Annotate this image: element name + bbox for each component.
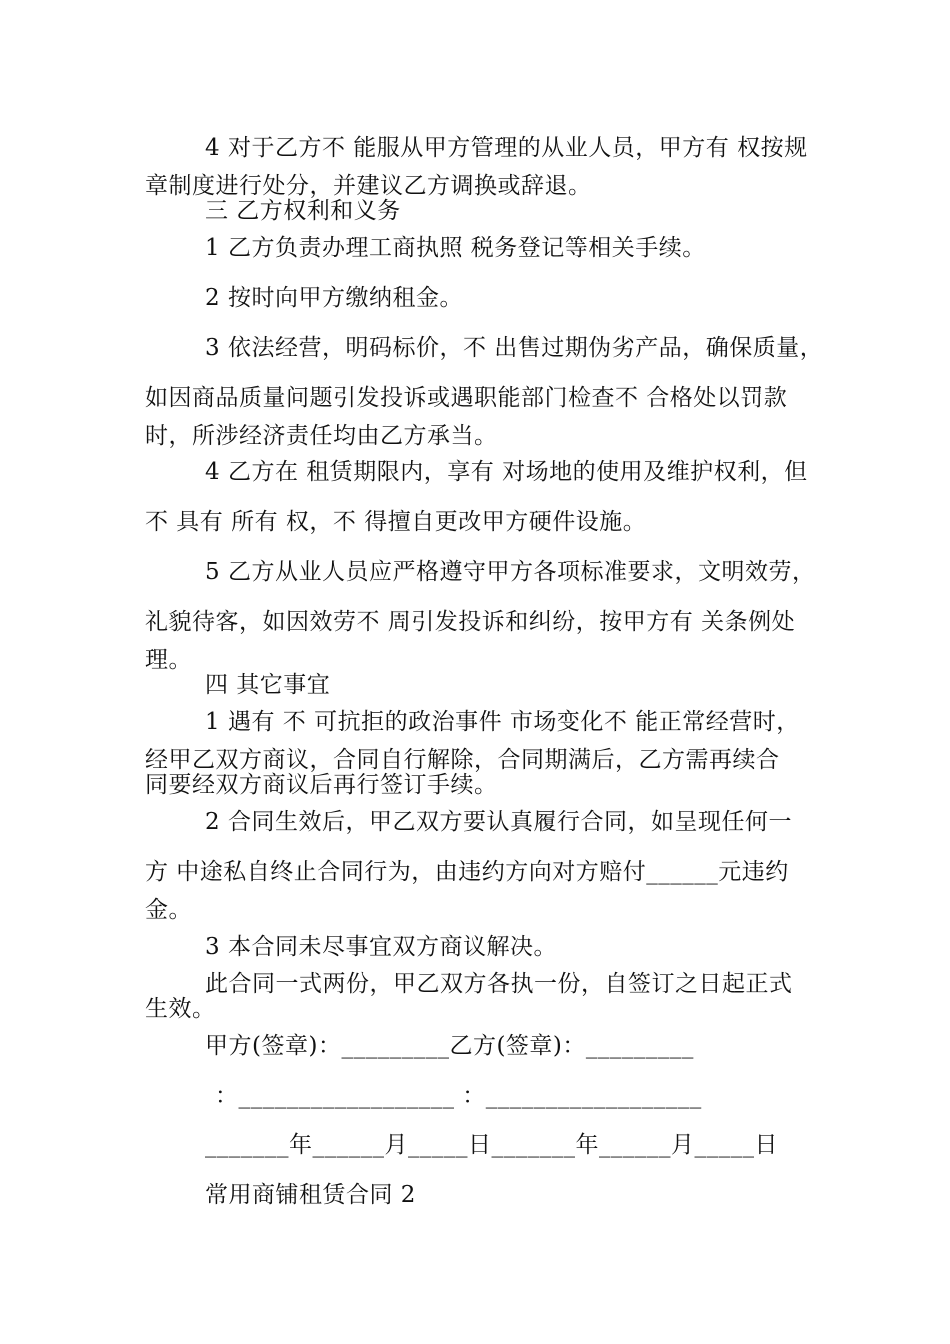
clause-3-5-line-1: 5 乙方从业人员应严格遵守甲方各项标准要求，文明效劳， [205,559,816,585]
signature-parties-line: 甲方(签章)：_________乙方(签章)：_________ [205,1033,694,1059]
section-3-heading: 三 乙方权利和义务 [205,198,401,224]
clause-4-1-line-1: 1 遇有 不 可抗拒的政治事件 市场变化不 能正常经营时， [205,709,800,735]
clause-3-3-line-3: 时，所涉经济责任均由乙方承当。 [145,423,498,449]
clause-2-4-line-1: 4 对于乙方不 能服从甲方管理的从业人员，甲方有 权按规 [205,135,808,161]
clause-3-4-line-1: 4 乙方在 租赁期限内，享有 对场地的使用及维护权利，但 [205,459,808,485]
clause-2-4-line-2: 章制度进行处分，并建议乙方调换或辞退。 [145,173,592,199]
clause-4-2-line-1: 2 合同生效后，甲乙双方要认真履行合同，如呈现任何一 [205,809,792,835]
clause-3-3-line-1: 3 依法经营，明码标价，不 出售过期伪劣产品，确保质量， [205,335,824,361]
clause-4-3: 3 本合同未尽事宜双方商议解决。 [205,934,557,960]
clause-4-2-line-3: 金。 [145,897,192,923]
effectiveness-line-2: 生效。 [145,996,216,1022]
clause-3-3-line-2: 如因商品质量问题引发投诉或遇职能部门检查不 合格处以罚款 [145,385,788,411]
signature-date-line: _______年______月_____日_______年______月_____日 [205,1132,778,1158]
signature-representative-line: ：__________________ ：__________________ [215,1083,702,1109]
clause-3-5-line-3: 理。 [145,647,192,673]
clause-4-2-line-2: 方 中途私自终止合同行为，由违约方向对方赔付______元违约 [145,859,789,885]
next-contract-title: 常用商铺租赁合同 2 [205,1182,416,1208]
effectiveness-line-1: 此合同一式两份，甲乙双方各执一份，自签订之日起正式 [205,971,793,997]
clause-4-1-line-2: 经甲乙双方商议，合同自行解除，合同期满后，乙方需再续合 [145,747,780,773]
clause-3-5-line-2: 礼貌待客，如因效劳不 周引发投诉和纠纷，按甲方有 关条例处 [145,609,796,635]
clause-3-2: 2 按时向甲方缴纳租金。 [205,285,463,311]
clause-4-1-line-3: 同要经双方商议后再行签订手续。 [145,772,498,798]
clause-3-4-line-2: 不 具有 所有 权，不 得擅自更改甲方硬件设施。 [145,509,647,535]
clause-3-1: 1 乙方负责办理工商执照 税务登记等相关手续。 [205,235,706,261]
section-4-heading: 四 其它事宜 [205,672,331,698]
